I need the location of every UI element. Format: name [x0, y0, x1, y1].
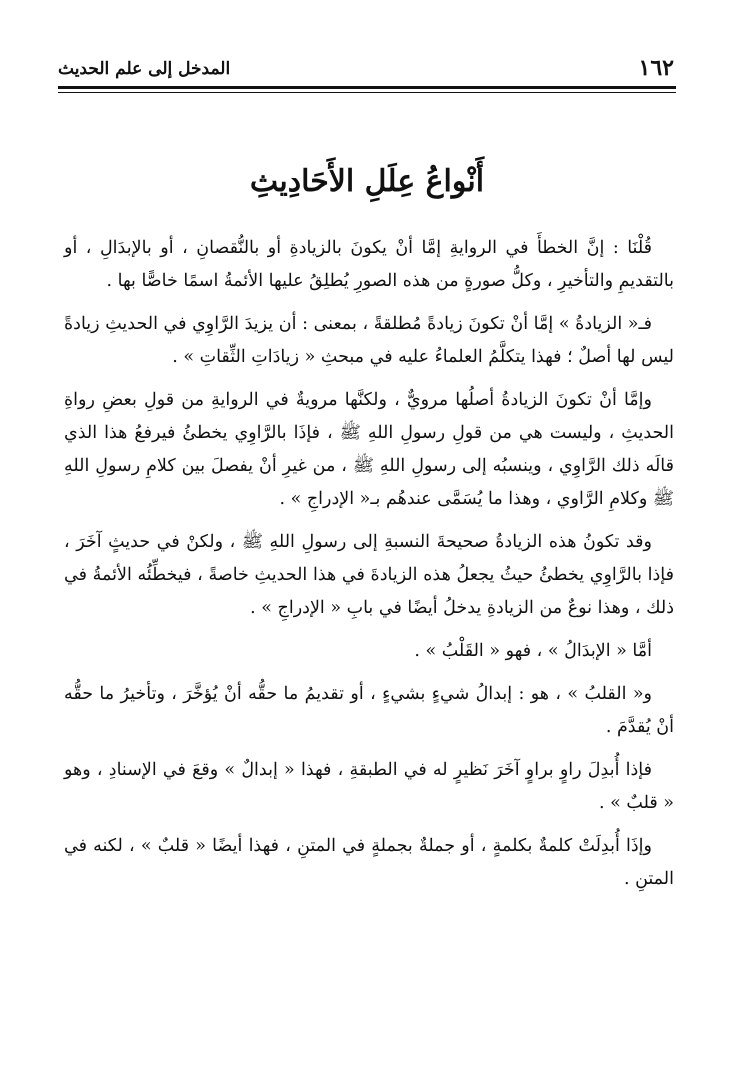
paragraph: وقد تكونُ هذه الزيادةُ صحيحةَ النسبةِ إلى رسولِ اللهِ ﷺ ، ولكنْ في حديثٍ آخَرَ ، فإذا بالرَّاوِي يخطئُ حيثُ يجعلُ هذه الزيادةَ في هذا الحديثِ خاصةً ، فيخطِّئُه الأئمةُ في ذلك ، وهذا نوعٌ من الزيادةِ يدخلُ أيضًا في بابِ « الإدراجِ » . [64, 532, 674, 618]
running-header [58, 50, 674, 82]
body-text [64, 232, 674, 906]
header-rule-thick [58, 86, 676, 89]
paragraph: وإذَا أُبدِلَتْ كلمةٌ بكلمةٍ ، أو جملةٌ بجملةٍ في المتنِ ، فهذا أيضًا « قلبٌ » ، لكنه في المتنِ . [64, 836, 674, 889]
chapter-title: أَنْواعُ عِلَلِ الأَحَادِيثِ [249, 164, 485, 199]
paragraph: و« القلبُ » ، هو : إبدالُ شيءٍ بشيءٍ ، أو تقديمُ ما حقُّه أنْ يُؤخَّرَ ، وتأخيرُ ما حقُّه أنْ يُقدَّمَ . [64, 684, 674, 737]
paragraph: أمَّا « الإبدَالُ » ، فهو « القَلْبُ » . [414, 641, 652, 661]
paragraph: قُلْنَا : إنَّ الخطأَ في الروايةِ إمَّا أنْ يكونَ بالزيادةِ أو بالنُّقصانِ ، أو بالإبدَالِ ، أو بالتقديمِ والتأخيرِ ، وكلُّ صورةٍ من هذه الصورِ يُطلِقُ عليها الأئمةُ اسمًا خاصًّا بها . [64, 238, 674, 291]
header-rule-thin [58, 92, 676, 93]
paragraph: وإمَّا أنْ تكونَ الزيادةُ أصلُها مرويٌّ ، ولكنَّها مرويةٌ في الروايةِ من قولِ بعضِ رواةِ الحديثِ ، وليست هي من قولِ رسولِ اللهِ ﷺ ، فإذَا بالرَّاوِي يخطئُ فيرفعُ هذا الذي قالَه ذلك الرَّاوِي ، وينسبُه إلى رسولِ اللهِ ﷺ ، من غيرِ أنْ يفصلَ بين كلامِ رسولِ اللهِ ﷺ وكلامِ الرَّاوي ، وهذا ما يُسَمَّى عندهُم بـ« الإدراجِ » . [64, 390, 674, 509]
paragraph: فإذا أُبدِلَ راوٍ براوٍ آخَرَ نَظيرٍ له في الطبقةِ ، فهذا « إبدالٌ » وقعَ في الإسنادِ ، وهو « قلبٌ » . [64, 760, 674, 813]
book-title: المدخل إلى علم الحديث [58, 59, 231, 79]
paragraph: فـ« الزيادةُ » إمَّا أنْ تكونَ زيادةً مُطلقةً ، بمعنى : أن يزيدَ الرَّاوِي في الحديثِ زيادةً ليس لها أصلٌ ؛ فهذا يتكلَّمُ العلماءُ عليه في مبحثِ « زيادَاتِ الثِّقاتِ » . [64, 314, 674, 367]
page-number: ١٦٢ [638, 55, 674, 81]
